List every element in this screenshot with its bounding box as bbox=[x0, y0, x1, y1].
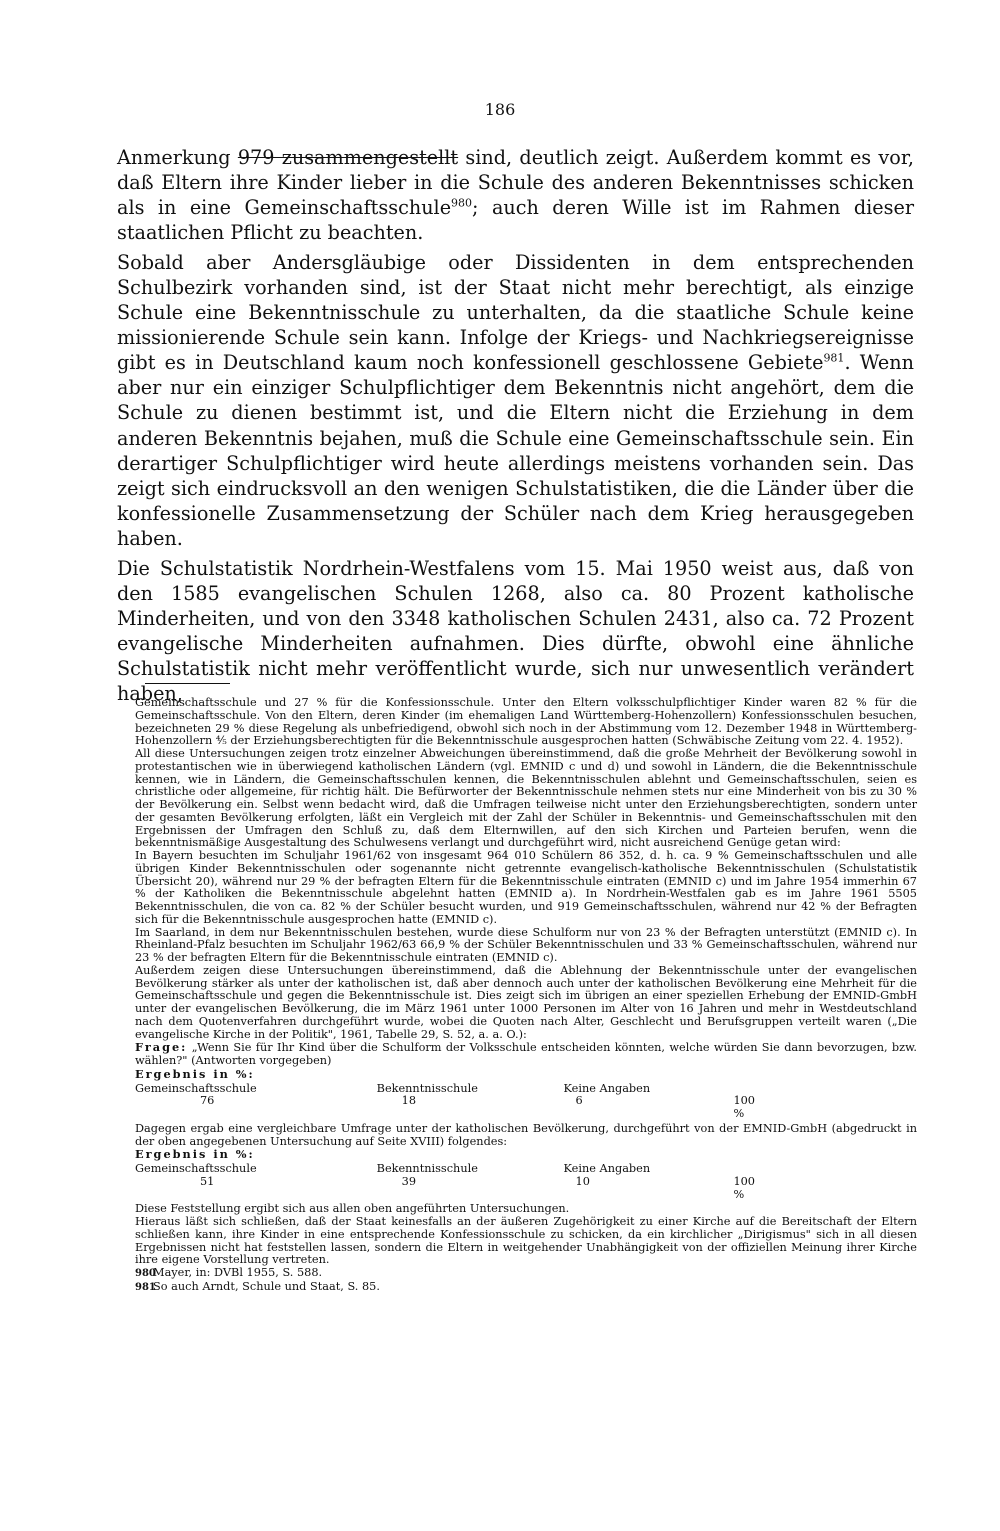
table-row bbox=[135, 1176, 755, 1202]
table-cell: 100 % bbox=[733, 1094, 755, 1120]
footnote-paragraph: Hieraus läßt sich schließen, daß der Staat keinesfalls an der äußeren Zugehörigkeit zu einer Kirche auf die Bereitschaft der Eltern schließen kann, ihre Kinder in eine entsprechende Konfessionsschule zu schicken, da ein kirchlicher „Dirigismus" sich in all diesen Ergebnissen nicht hat feststellen lassen, sondern die Eltern in weitgehender Unabhängigkeit von der offiziellen Meinung ihrer Kirche ihre eigene Vorstellung vertreten. bbox=[135, 1215, 917, 1267]
footnote-paragraph: Dagegen ergab eine vergleichbare Umfrage unter der katholischen Bevölkerung, durchgeführt von der EMNID-GmbH (abgedruckt in der oben angegebenen Untersuchung auf Seite XVIII) folgendes: bbox=[135, 1121, 917, 1148]
footnotes bbox=[135, 697, 917, 1295]
footnote-981 bbox=[135, 1281, 917, 1295]
table-cell: 76 bbox=[200, 1094, 215, 1108]
footnote-ref-981: 981 bbox=[823, 351, 845, 365]
table-cell: 39 bbox=[401, 1174, 417, 1188]
table-cell: 10 bbox=[575, 1174, 590, 1188]
table-row bbox=[135, 1163, 755, 1176]
survey-result-label: Ergebnis in %: bbox=[135, 1066, 255, 1081]
table-header: Gemeinschaftsschule bbox=[135, 1081, 257, 1095]
footnote-paragraph: Außerdem zeigen diese Untersuchungen übereinstimmend, daß die Ablehnung der Bekenntnisschule unter der evangelischen Bevölkerung stärker als unter der katholischen ist, daß aber dennoch auch unter der katholischen Bevölkerung eine Mehrheit für die Gemeinschaftsschule und gegen die Bekenntnisschule ist. Dies zeigt sich im übrigen an einer speziellen Erhebung der EMNID-GmbH unter der evangelischen Bevölkerung, die im März 1961 unter 1000 Personen im Alter von 16 Jahren und mehr in Westdeutschland nach dem Quotenverfahren durchgeführt wurde, wobei die Quoten nach Alter, Geschlecht und Berufsgruppen verteilt waren („Die evangelische Kirche in der Politik", 1961, Tabelle 29, S. 52, a. a. O.): bbox=[135, 963, 917, 1041]
main-text bbox=[117, 145, 914, 711]
footnote-marker: 981 bbox=[135, 1281, 156, 1293]
table-header: Gemeinschaftsschule bbox=[135, 1162, 257, 1175]
survey-question bbox=[135, 1041, 917, 1068]
paragraph-text: ; auch deren Wille ist im Rahmen dieser staatlichen Pflicht zu beachten. bbox=[117, 196, 914, 245]
footnote-paragraph: Im Saarland, in dem nur Bekenntnisschulen bestehen, wurde diese Schulform nur von 23 % der Befragten unterstützt (EMNID c). In Rheinland-Pfalz besuchten im Schuljahr 1962/63 66,9 % der Schüler Bekenntnisschulen und 33 % Gemeinschaftsschulen, während nur 23 % der befragten Eltern für die Bekenntnisschule eintraten (EMNID c). bbox=[135, 925, 917, 964]
paragraph-text: Anmerkung bbox=[117, 146, 238, 169]
table-header: Bekenntnisschule bbox=[376, 1081, 478, 1095]
table-header bbox=[693, 1163, 755, 1176]
footnote-marker: 980 bbox=[135, 1268, 156, 1279]
table-row bbox=[135, 1083, 755, 1096]
question-label: Frage: bbox=[135, 1040, 188, 1055]
footnote-980 bbox=[135, 1267, 917, 1281]
footnote-separator bbox=[145, 683, 230, 684]
struck-text: 979 zusammengestellt bbox=[237, 146, 459, 169]
footnote-paragraph: Gemeinschaftsschule und 27 % für die Konfessionsschule. Unter den Eltern volksschulpflichtiger Kinder waren 82 % für die Gemeinschaftsschule. Von den Eltern, deren Kinder (im ehemaligen Land Württemberg-Hohenzollern) Konfessionsschulen besuchen, bezeichneten 29 % diese Regelung als unbefriedigend, obwohl sich noch in der Abstimmung vom 12. Dezember 1948 in Württemberg-Hohenzollern ⅘ der Erziehungsberechtigten für die Bekenntnisschule ausgesprochen hatten (Schwäbische Zeitung vom 22. 4. 1952). bbox=[135, 696, 917, 748]
paragraph-2 bbox=[117, 250, 914, 551]
paragraph-text: . Wenn aber nur ein einziger Schulpflichtiger dem Bekenntnis nicht angehört, dem die Schule zu dienen bestimmt ist, und die Eltern nicht die Erziehung in dem anderen Bekenntnis bejahen, muß die Schule eine Gemeinschaftsschule sein. Ein derartiger Schulpflichtiger wird heute allerdings meistens vorhanden sein. Das zeigt sich eindrucksvoll an den wenigen Schulstatistiken, die die Länder über die konfessionelle Zusammensetzung der Schüler nach dem Krieg herausgegeben haben. bbox=[117, 351, 914, 550]
table-header: Keine Angaben bbox=[563, 1081, 651, 1095]
footnote-text: So auch Arndt, Schule und Staat, S. 85. bbox=[153, 1279, 380, 1293]
table-cell: 100 % bbox=[733, 1174, 755, 1201]
survey-result-table-catholic bbox=[135, 1163, 755, 1201]
paragraph-text: sind, deutlich zeigt. Außerdem kommt es vor, daß Eltern ihre Kinder lieber in die Schule des anderen Bekenntnisses schicken als in eine Gemeinschaftsschule bbox=[117, 146, 914, 220]
paragraph-1 bbox=[117, 145, 914, 245]
footnote-paragraph: All diese Untersuchungen zeigen trotz einzelner Abweichungen übereinstimmend, daß die große Mehrheit der Bevölkerung sowohl in protestantischen wie in überwiegend katholischen Ländern (vgl. EMNID c und d) und sowohl in Ländern, die die Bekenntnisschule kennen, wie in Ländern, die Gemeinschaftsschulen kennen, die Bekenntnisschulen ablehnt und Gemeinschaftsschulen, seien es christliche oder allgemeine, für richtig hält. Die Befürworter der Bekenntnisschule nehmen stets nur eine Minderheit von bis zu 30 % der Bevölkerung ein. Selbst wenn bedacht wird, daß die Umfragen teilweise nicht unter den Erziehungsberechtigten, sondern unter der gesamten Bevölkerung erfolgten, läßt ein Vergleich mit der Zahl der Schüler in Bekenntnis- und Gemeinschaftsschulen mit den Ergebnissen der Umfragen den Schluß zu, daß dem Elternwillen, auf den sich Kirchen und Parteien berufen, wenn die bekenntnismäßige Ausgestaltung des Schulwesens verlangt und durchgeführt wird, nicht ausreichend Genüge getan wird: bbox=[135, 747, 917, 850]
question-text: „Wenn Sie für Ihr Kind über die Schulform der Volksschule entscheiden könnten, welche würden Sie dann bevorzugen, bzw. wählen?" (Antworten vorgegeben) bbox=[135, 1041, 917, 1067]
footnote-text: Mayer, in: DVBl 1955, S. 588. bbox=[153, 1266, 323, 1279]
table-row bbox=[135, 1095, 755, 1121]
table-cell: 6 bbox=[575, 1094, 583, 1108]
survey-result-table-protestant bbox=[135, 1083, 755, 1121]
footnote-paragraph: Diese Feststellung ergibt sich aus allen oben angeführten Untersuchungen. bbox=[135, 1202, 570, 1216]
table-cell: 51 bbox=[200, 1174, 215, 1188]
table-header: Keine Angaben bbox=[563, 1162, 651, 1175]
paragraph-3: Die Schulstatistik Nordrhein-Westfalens vom 15. Mai 1950 weist aus, daß von den 1585 evangelischen Schulen 1268, also ca. 80 Prozent katholische Minderheiten, und von den 3348 katholischen Schulen 2431, also ca. 72 Prozent evangelische Minderheiten aufnahmen. Dies dürfte, obwohl eine ähnliche Schulstatistik nicht mehr veröffentlicht wurde, sich nur unwesentlich verändert haben, bbox=[117, 556, 914, 705]
footnote-ref-980: 980 bbox=[451, 196, 473, 210]
footnote-paragraph: In Bayern besuchten im Schuljahr 1961/62 von insgesamt 964 010 Schülern 86 352, d. h. ca. 9 % Gemeinschaftsschulen und alle übrigen Kinder Bekenntnisschulen oder sogenannte nicht getrennte evangelisch-katholische Bekenntnisschulen (Schulstatistik Übersicht 20), während nur 29 % der befragten Eltern für die Bekenntnisschule eintraten (EMNID c) und im Jahre 1954 immerhin 67 % der Katholiken die Bekenntnisschule abgelehnt hatten (EMNID a). In Nordrhein-Westfalen gab es im Jahre 1961 5505 Bekenntnisschulen, die von ca. 82 % der Schüler besucht wurden, und 919 Gemeinschaftsschulen, während nur 42 % der Befragten sich für die Bekenntnisschule ausgesprochen hatte (EMNID c). bbox=[135, 849, 917, 926]
table-cell: 18 bbox=[401, 1094, 417, 1108]
page-number: 186 bbox=[484, 100, 516, 119]
paragraph-text: Sobald aber Andersgläubige oder Dissidenten in dem entsprechenden Schulbezirk vorhanden sind, ist der Staat nicht mehr berechtigt, als einzige Schule eine Bekenntnisschule zu unterhalten, da die staatliche Schule keine missionierende Schule sein kann. Infolge der Kriegs- und Nachkriegsereignisse gibt es in Deutschland kaum noch konfessionell geschlossene Gebiete bbox=[117, 251, 914, 375]
survey-result-label: Ergebnis in %: bbox=[135, 1147, 255, 1162]
table-header: Bekenntnisschule bbox=[376, 1162, 478, 1175]
